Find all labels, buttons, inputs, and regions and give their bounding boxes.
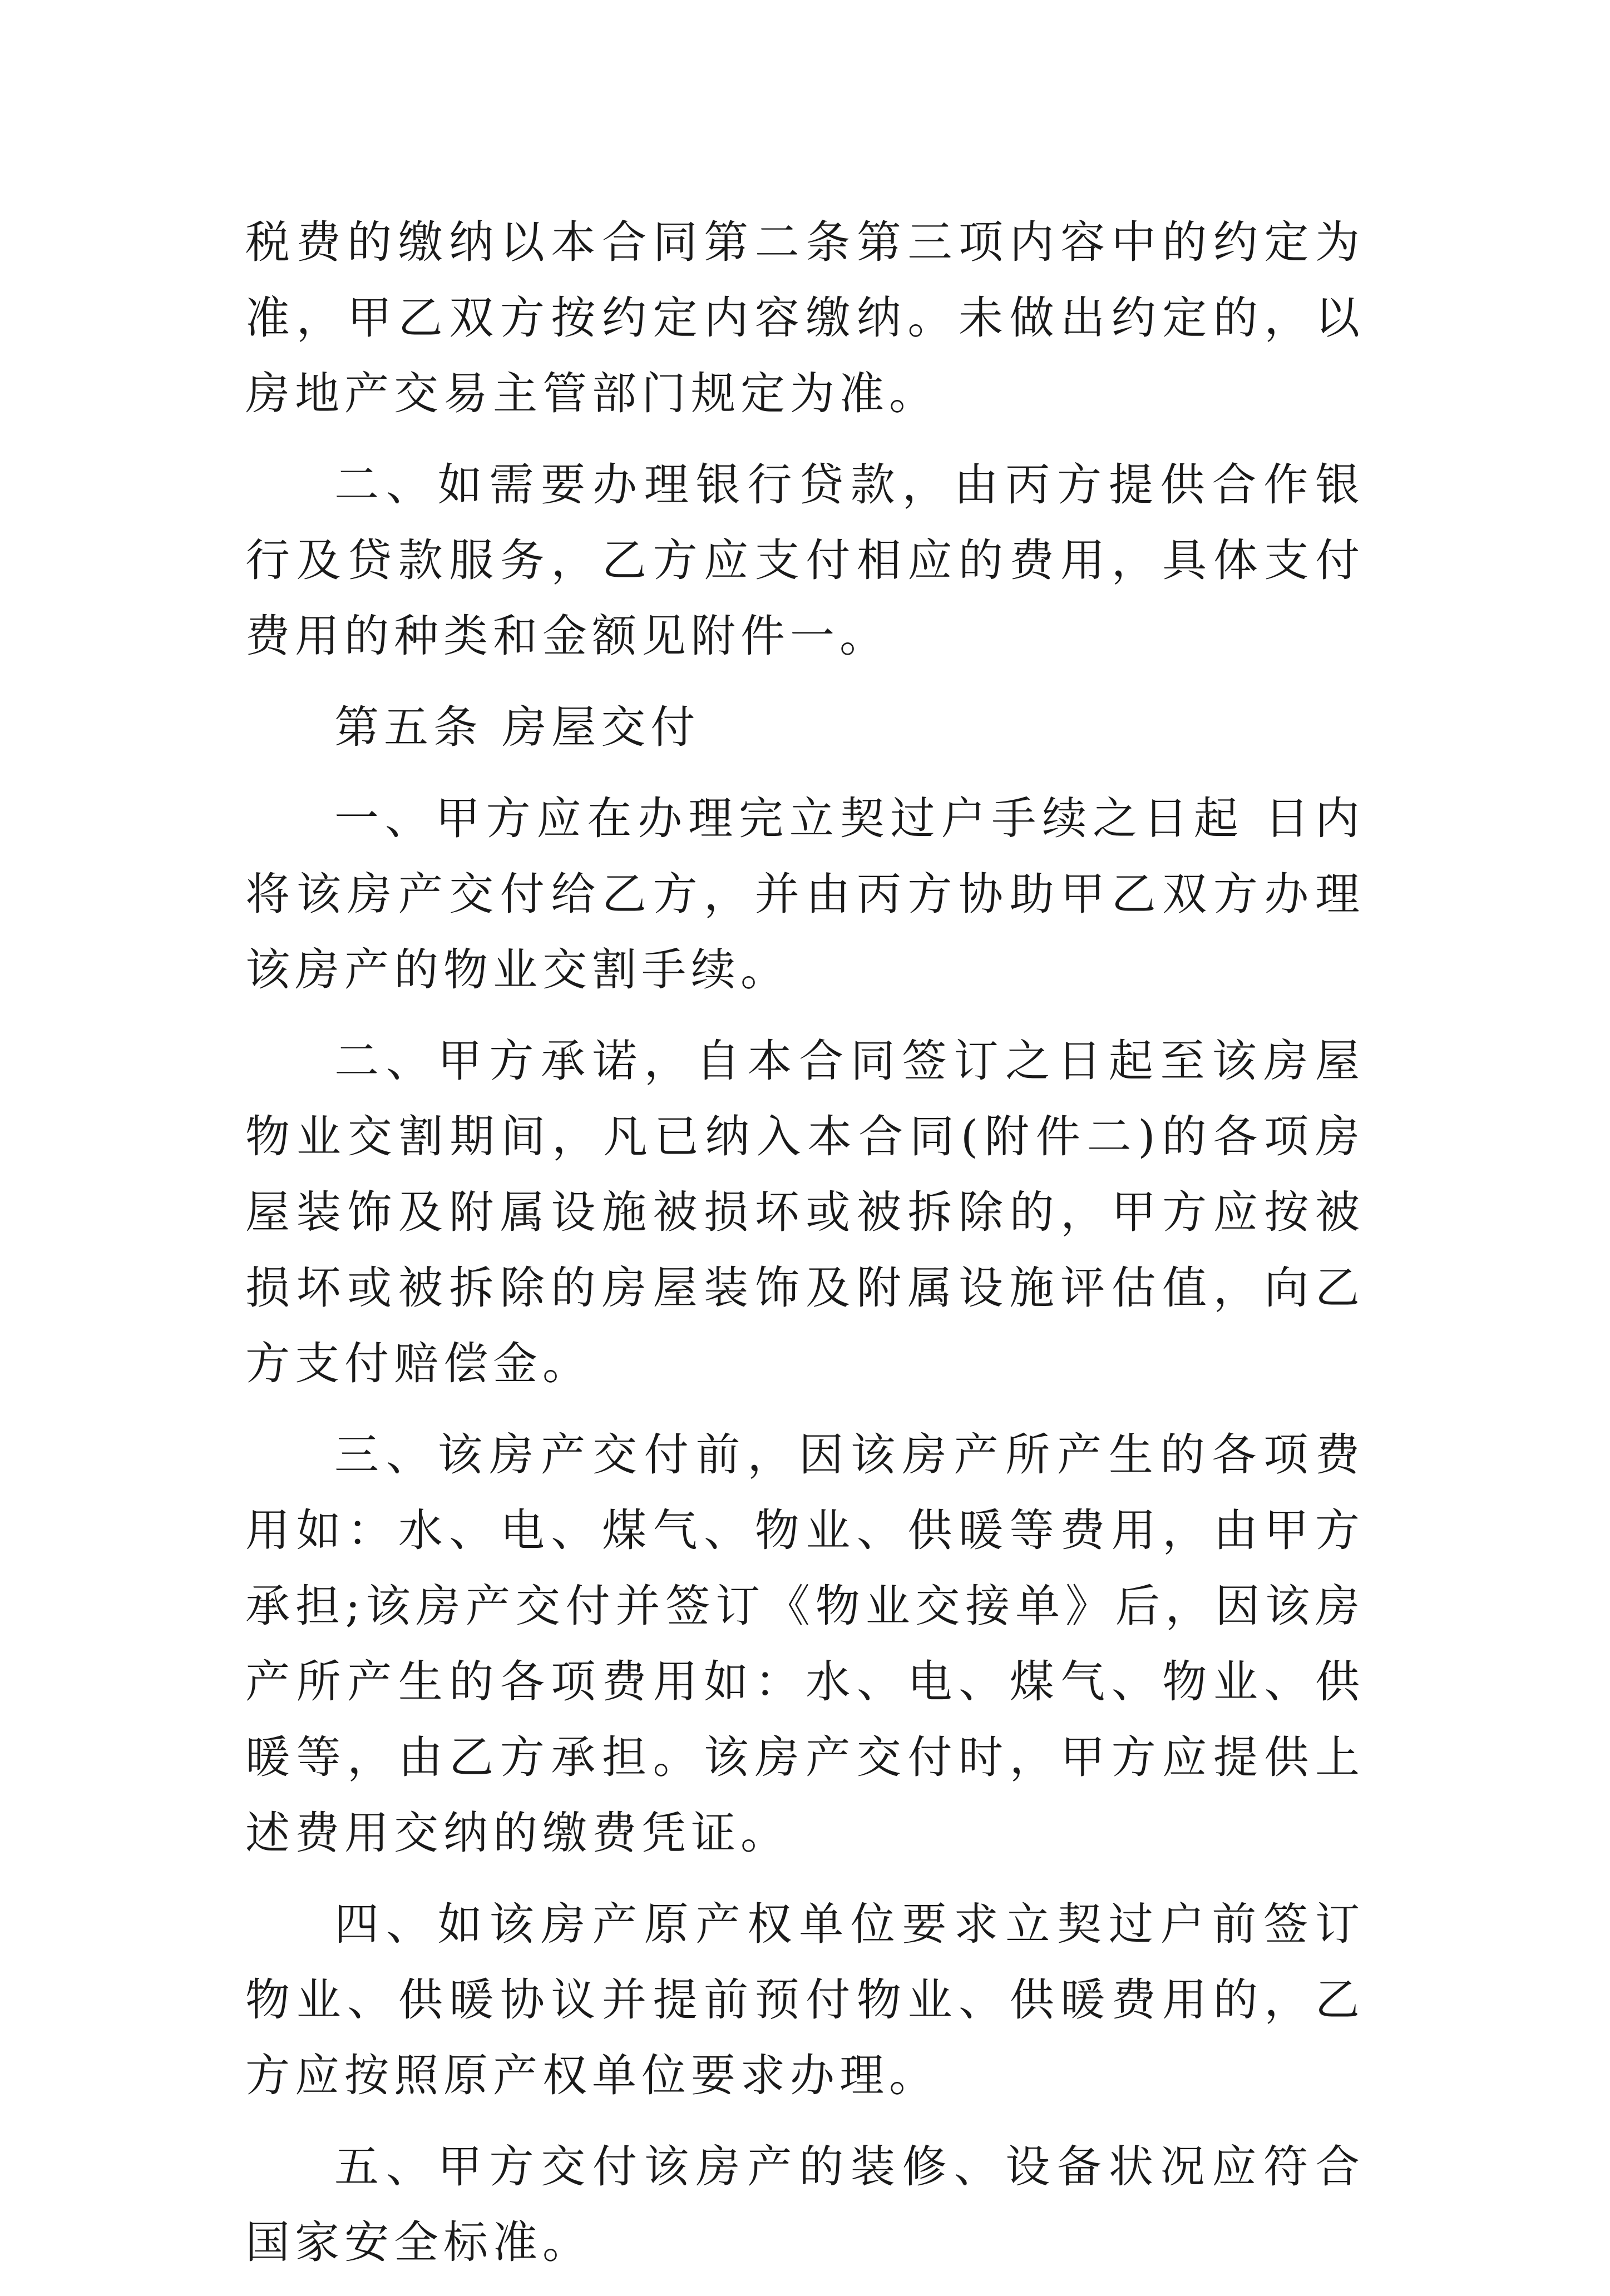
document-body bbox=[245, 205, 1365, 2296]
section-heading-article-5: 第五条 房屋交付 bbox=[334, 701, 700, 753]
paragraph-tax-payment: 税费的缴纳以本合同第二条第三项内容中的约定为准，甲乙双方按约定内容缴纳。未做出约定的，以房地产交易主管部门规定为准。 bbox=[245, 216, 1365, 419]
paragraph-utility-fees: 三、该房产交付前，因该房产所产生的各项费用如：水、电、煤气、物业、供暖等费用，由甲方承担;该房产交付并签订《物业交接单》后，因该房产所产生的各项费用如：水、电、煤气、物业、供暖等，由乙方承担。该房产交付时，甲方应提供上述费用交纳的缴费凭证。 bbox=[245, 1429, 1365, 1859]
paragraph-prepaid-fees: 四、如该房产原产权单位要求立契过户前签订物业、供暖协议并提前预付物业、供暖费用的，乙方应按照原产权单位要求办理。 bbox=[245, 1898, 1365, 2101]
paragraph-bank-loan: 二、如需要办理银行贷款，由丙方提供合作银行及贷款服务，乙方应支付相应的费用，具体支付费用的种类和金额见附件一。 bbox=[245, 459, 1365, 662]
paragraph-damage-compensation: 二、甲方承诺，自本合同签订之日起至该房屋物业交割期间，凡已纳入本合同(附件二)的各项房屋装饰及附属设施被损坏或被拆除的，甲方应按被损坏或被拆除的房屋装饰及附属设施评估值，向乙方支付赔偿金。 bbox=[245, 1035, 1365, 1389]
paragraph-handover-deadline: 一、甲方应在办理完立契过户手续之日起 日内将该房产交付给乙方，并由丙方协助甲乙双方办理该房产的物业交割手续。 bbox=[245, 793, 1365, 996]
paragraph-safety-standard: 五、甲方交付该房产的装修、设备状况应符合国家安全标准。 bbox=[245, 2141, 1365, 2268]
